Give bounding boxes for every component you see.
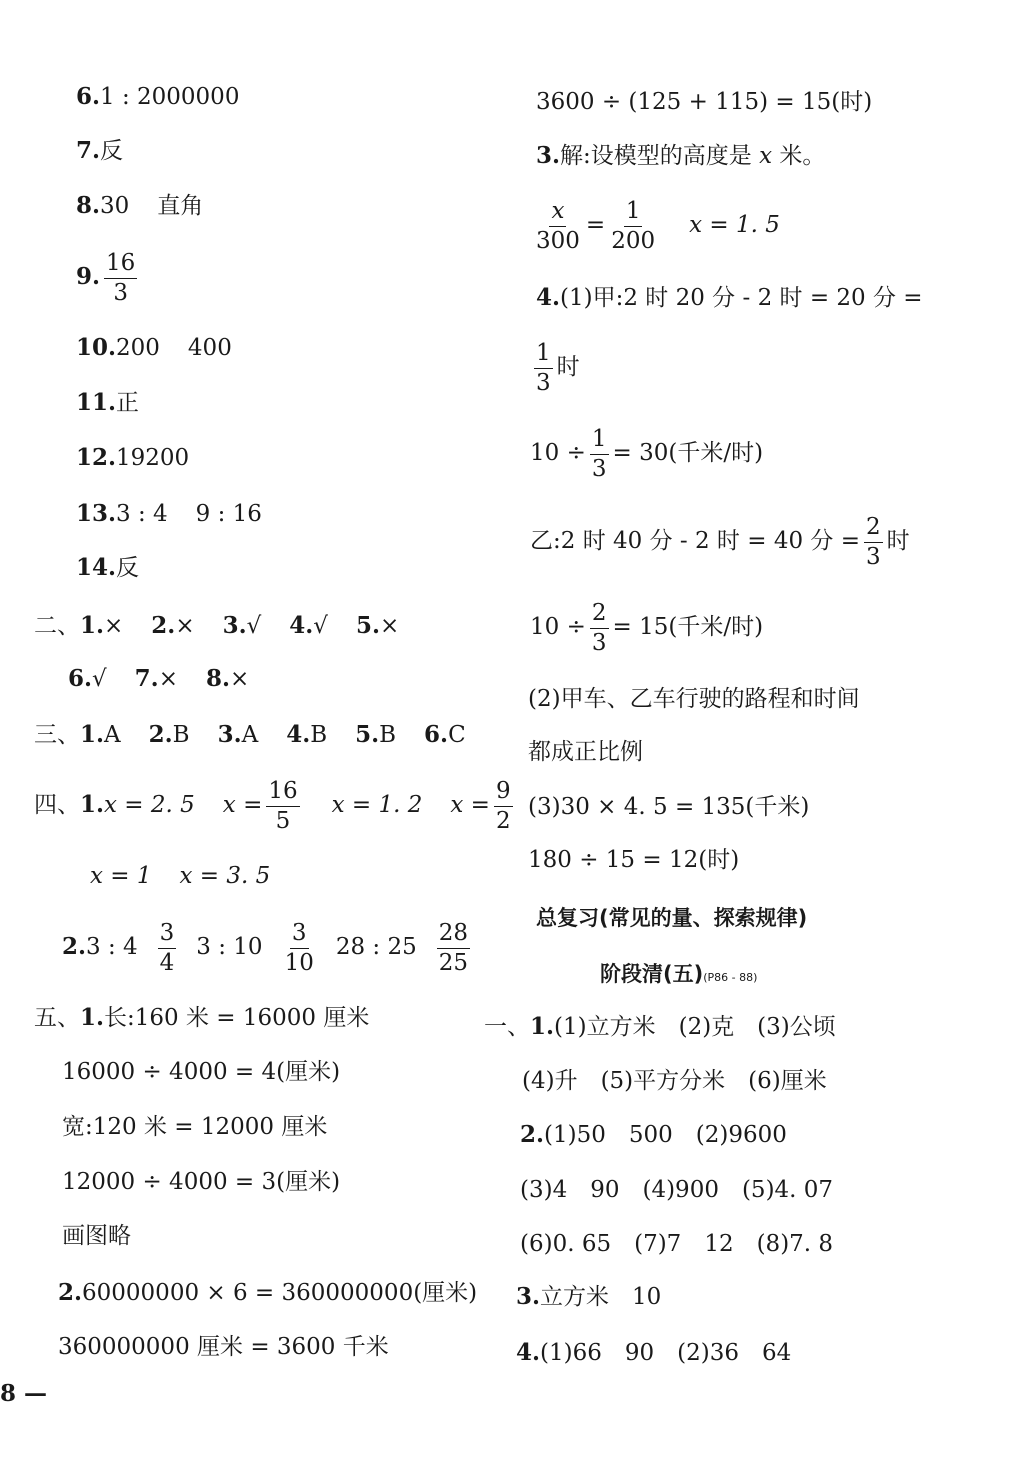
answer-12 <box>76 444 189 472</box>
answer-text: 正 <box>116 390 140 416</box>
answer-extra: 400 <box>187 335 232 361</box>
answer-text: 反 <box>116 555 140 581</box>
section-label: 五、 <box>34 1005 80 1031</box>
item-number: 8. <box>76 192 101 219</box>
fraction: $\frac{2}{3}$ <box>591 599 607 656</box>
section-4-row-2: x = 1 x = 3. 5 <box>90 863 271 889</box>
sub-heading: 阶段清(五)(P86 - 88) <box>600 962 758 986</box>
answer-7 <box>76 137 123 165</box>
section-5-line-4: 12000 ÷ 4000 = 3(厘米) <box>62 1169 341 1195</box>
item-number: 11. <box>76 389 117 416</box>
section-5-line-1: 五、1.长:160 米 = 16000 厘米 <box>34 1004 370 1031</box>
fraction: $\frac{28}{25}$ <box>438 919 469 976</box>
item-number: 12. <box>76 444 117 471</box>
section-5-line-6: 2.60000000 × 6 = 360000000(厘米) <box>58 1279 478 1306</box>
question-4-line-8: (3)30 × 4. 5 = 135(千米) <box>528 794 810 820</box>
section-5-line-2: 16000 ÷ 4000 = 4(厘米) <box>62 1059 341 1085</box>
page-number: 8 — <box>0 1380 48 1407</box>
question-4-line-6: (2)甲车、乙车行驶的路程和时间 <box>528 686 860 712</box>
section-4-row-1: 四、1.x = 2. 5 x = $\frac{16}{5}$ x = 1. 2 x = $\frac{9}{2}$ <box>34 777 511 834</box>
question-4-line-2: $\frac{1}{3}$ 时 <box>536 339 580 396</box>
answer-text: 30 <box>100 193 130 219</box>
fraction: $\frac{16}{5}$ <box>268 777 298 834</box>
item-number: 10. <box>76 334 117 361</box>
question-4-line-3: 10 ÷ $\frac{1}{3}$ = 30(千米/时) <box>530 425 764 482</box>
question-3: 3.解:设模型的高度是 x 米。 <box>536 142 826 169</box>
fraction: $\frac{x}{300}$ <box>536 197 580 254</box>
section-label: 四、 <box>34 792 80 818</box>
question-4-line-4: 乙:2 时 40 分 - 2 时 = 40 分 = $\frac{2}{3}$ 时 <box>530 513 910 570</box>
section-1-line-2: (4)升 (5)平方分米 (6)厘米 <box>522 1068 827 1094</box>
answer-extra: 直角 <box>157 193 204 219</box>
section-label: 三、 <box>34 722 80 748</box>
answer-text: 3 : 4 <box>116 501 168 527</box>
question-4-line-9: 180 ÷ 15 = 12(时) <box>528 847 740 873</box>
question-4-line-5: 10 ÷ $\frac{2}{3}$ = 15(千米/时) <box>530 599 764 656</box>
fraction: $\frac{9}{2}$ <box>495 777 511 834</box>
answer-text: 200 <box>116 335 160 361</box>
item-number: 9. <box>76 263 101 290</box>
answer-13 <box>76 500 262 528</box>
answer-text: 反 <box>100 138 124 164</box>
answer-10 <box>76 334 232 362</box>
section-2-row-1: 二、1.× 2.× 3.√ 4.√ 5.× <box>34 612 400 639</box>
section-1-line-1: 一、1.(1)立方米 (2)克 (3)公顷 <box>484 1013 836 1040</box>
section-1-line-7: 4.(1)66 90 (2)36 64 <box>516 1339 792 1366</box>
fraction: $\frac{1}{3}$ <box>536 339 551 396</box>
section-3: 三、1.A 2.B 3.A 4.B 5.B 6.C <box>34 721 466 748</box>
item-number: 7. <box>76 137 101 164</box>
answer-extra: 9 : 16 <box>195 501 262 527</box>
answer-8 <box>76 192 203 220</box>
section-1-line-3: 2.(1)50 500 (2)9600 <box>520 1121 787 1148</box>
section-5-line-3: 宽:120 米 = 12000 厘米 <box>62 1114 328 1140</box>
fraction: $\frac{1}{3}$ <box>591 425 607 482</box>
answer-text: 19200 <box>116 445 190 471</box>
fraction: $\frac{16}{3}$ <box>106 249 136 306</box>
item-number: 14. <box>76 554 117 581</box>
section-2-row-2: 6.√ 7.× 8.× <box>68 665 250 692</box>
question-4-line-7: 都成正比例 <box>528 739 643 765</box>
section-heading: 总复习(常见的量、探索规律) <box>536 906 808 930</box>
answer-9 <box>76 250 141 305</box>
fraction: $\frac{3}{10}$ <box>284 919 314 976</box>
section-5-line-5: 画图略 <box>62 1223 131 1249</box>
section-4-row-3: 2.3 : 4 $\frac{3}{4}$ 3 : 10 $\frac{3}{10}$ 28 : 25 $\frac{28}{25}$ <box>62 919 469 976</box>
section-label: 一、 <box>484 1014 530 1040</box>
answer-text: 1 : 2000000 <box>100 84 240 110</box>
answer-11 <box>76 389 139 417</box>
answer-14 <box>76 554 139 582</box>
answer-6 <box>76 83 239 111</box>
right-line-1: 3600 ÷ (125 + 115) = 15(时) <box>536 89 873 115</box>
section-1-line-4: (3)4 90 (4)900 (5)4. 07 <box>520 1177 834 1203</box>
fraction: $\frac{1}{200}$ <box>611 197 656 254</box>
section-label: 二、 <box>34 613 80 639</box>
item-number: 6. <box>76 83 101 110</box>
fraction: $\frac{2}{3}$ <box>865 513 881 570</box>
section-1-line-6: 3.立方米 10 <box>516 1283 662 1310</box>
section-1-line-5: (6)0. 65 (7)7 12 (8)7. 8 <box>520 1231 834 1257</box>
proportion-equation: $\frac{x}{300}$ = $\frac{1}{200}$ x = 1. 5 <box>536 197 780 254</box>
section-5-line-7: 360000000 厘米 = 3600 千米 <box>58 1334 389 1360</box>
item-number: 13. <box>76 500 117 527</box>
fraction: $\frac{3}{4}$ <box>159 919 175 976</box>
question-4-line-1: 4.(1)甲:2 时 20 分 - 2 时 = 20 分 = <box>536 284 923 311</box>
